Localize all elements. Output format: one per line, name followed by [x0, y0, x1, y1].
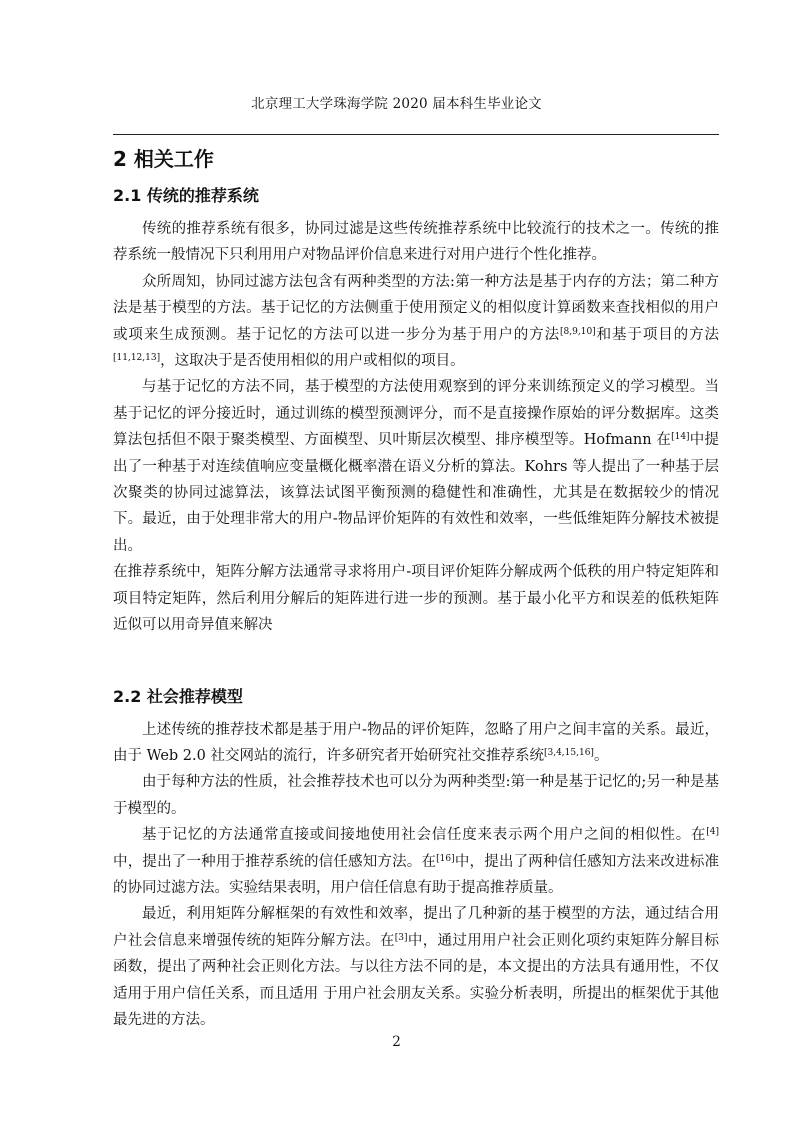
paragraph-text: 中，通过用用户社会正则化项约束矩阵分解目标函数，提出了两种社会正则化方法。与以往方法不同的是，本文提出的方法具有通用性，不仅适用于用户信任关系，而且适用 于用户社会朋友关系。实验分析表明，所提出的框架优于其他最先进的方法。: [113, 932, 720, 1028]
paragraph-text: 。: [593, 747, 609, 764]
paragraph-text: 最近，利用矩阵分解框架的有效性和效率，提出了几种新的基于模型的方法，通过结合用户社会信息来增强传统的矩阵分解方法。在: [113, 906, 719, 949]
citation: [3,4,15,16]: [543, 747, 594, 758]
paragraph: 传统的推荐系统有很多，协同过滤是这些传统推荐系统中比较流行的技术之一。传统的推荐系统一般情况下只利用用户对物品评价信息来进行对用户进行个性化推荐。: [113, 221, 719, 264]
page-header: 北京理工大学珠海学院 2020 届本科生毕业论文: [251, 96, 542, 112]
paragraph-text: 众所周知，协同过滤方法包含有两种类型的方法:第一种方法是基于内存的方法；第二种方法是基于模型的方法。基于记忆的方法侧重于使用预定义的相似度计算函数来查找相似的用户或项来生成预测。基于记忆的方法可以进一步分为基于用户的方法: [113, 273, 719, 343]
paragraph: 由于每种方法的性质，社会推荐技术也可以分为两种类型:第一种是基于记忆的;另一种是基于模型的。: [113, 774, 719, 817]
paragraph: [113, 717, 719, 770]
section-title: 2.1 传统的推荐系统: [113, 186, 259, 205]
paragraph: 在推荐系统中，矩阵分解方法通常寻求将用户-项目评价矩阵分解成两个低秩的用户特定矩阵和项目特定矩阵，然后利用分解后的矩阵进行进一步的预测。基于最小化平方和误差的低秩矩阵近似可以用奇异值来解决: [113, 564, 719, 634]
paragraph: [113, 901, 719, 1033]
citation: [11,12,13]: [113, 353, 161, 364]
paragraph-text: 基于记忆的方法通常直接或间接地使用社会信任度来表示两个用户之间的相似性。在: [142, 827, 707, 844]
citation: [14]: [671, 432, 690, 443]
citation: [8,9,10]: [560, 326, 596, 337]
paragraph: [113, 374, 719, 559]
chapter-title: 2 相关工作: [113, 147, 214, 171]
paragraph-text: 与基于记忆的方法不同，基于模型的方法使用观察到的评分来训练预定义的学习模型。当基于记忆的评分接近时，通过训练的模型预测评分，而不是直接操作原始的评分数据库。这类算法包括但不限于聚类模型、方面模型、贝叶斯层次模型、排序模型等。Hofmann 在: [113, 379, 719, 449]
paragraph: [113, 269, 719, 375]
page-body: [113, 142, 719, 1033]
paragraph-text: ，这取决于是否使用相似的用户或相似的项目。: [160, 353, 465, 370]
citation: [4]: [706, 827, 719, 838]
header-rule: [113, 134, 719, 135]
citation: [16]: [436, 853, 455, 864]
paragraph-text: 上述传统的推荐技术都是基于用户-物品的评价矩阵，忽略了用户之间丰富的关系。最近，由于 Web 2.0 社交网站的流行，许多研究者开始研究社交推荐系统: [113, 721, 719, 764]
paragraph-text: 和基于项目的方法: [595, 326, 720, 343]
paragraph-text: 中，提出了一种用于推荐系统的信任感知方法。在: [113, 853, 437, 870]
paragraph-text: 中提出了一种基于对连续值响应变量概化概率潜在语义分析的算法。Kohrs 等人提出了一种基于层次聚类的协同过滤算法，该算法试图平衡预测的稳健性和准确性，尤其是在数据较少的情况下。最近，由于处理非常大的用户-物品评价矩阵的有效性和效率，一些低维矩阵分解技术被提出。: [113, 432, 719, 554]
paragraph-text: 中，提出了两种信任感知方法来改进标准的协同过滤方法。实验结果表明，用户信任信息有助于提高推荐质量。: [113, 853, 720, 896]
section-spacer: [113, 639, 719, 677]
page-number: 2: [392, 1034, 401, 1050]
paragraph: [113, 822, 719, 901]
section-title: 2.2 社会推荐模型: [113, 686, 243, 706]
citation: [3]: [394, 932, 408, 943]
